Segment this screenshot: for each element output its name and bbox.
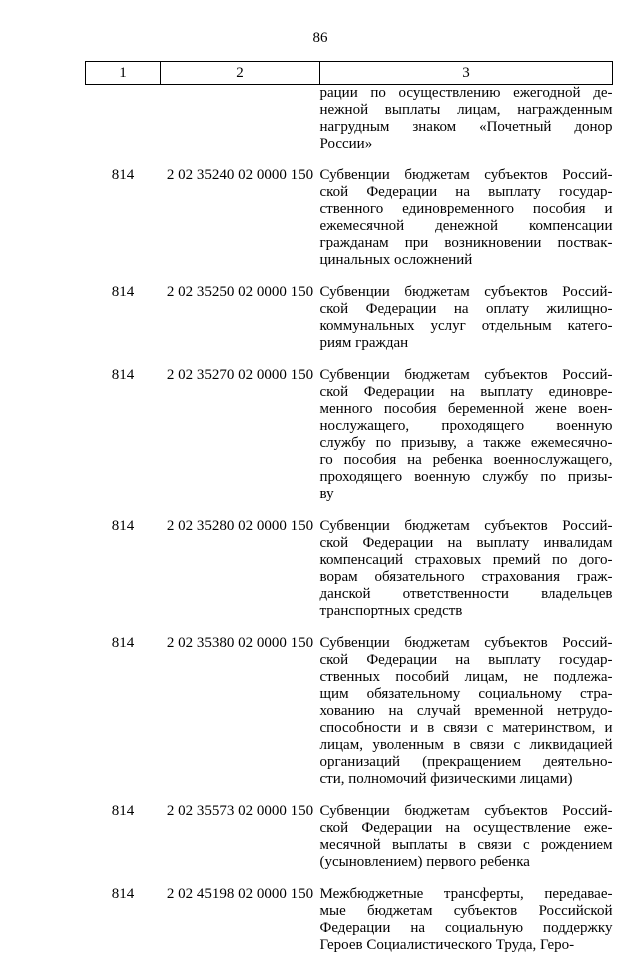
budget-classification-code-cell: 2 02 35240 02 0000 150 <box>161 167 320 284</box>
table-row <box>86 167 613 284</box>
admin-code-cell: 814 <box>86 635 161 803</box>
page-number: 86 <box>0 30 640 47</box>
revenue-name-cell <box>320 803 613 886</box>
revenue-name-line: ской Федерации на осуществление ежe- <box>320 820 613 837</box>
revenue-name-line: нагрудным знаком «Почетный донор <box>320 119 613 136</box>
revenue-name-cell <box>320 284 613 367</box>
revenue-name-line: службу по призыву, а также ежемесячно- <box>320 435 613 452</box>
revenue-name-line: Межбюджетные трансферты, передавае- <box>320 886 613 903</box>
admin-code-cell: 814 <box>86 518 161 635</box>
revenue-name-cell <box>320 518 613 635</box>
revenue-name-line: ской Федерации на выплату инвалидам <box>320 535 613 552</box>
budget-classification-code-cell: 2 02 35250 02 0000 150 <box>161 284 320 367</box>
revenue-name-line: ственных пособий лицам, не подлежа- <box>320 669 613 686</box>
revenue-name-line: данской ответственности владельцев <box>320 586 613 603</box>
revenue-name-line: способности и в связи с материнством, и <box>320 720 613 737</box>
revenue-name-line: проходящего военную службу по призы- <box>320 469 613 486</box>
revenue-name-line: месячной выплаты в связи с рождением <box>320 837 613 854</box>
table-row <box>86 803 613 886</box>
table-row <box>86 635 613 803</box>
revenue-name-line: сти, полномочий физическими лицами) <box>320 771 613 788</box>
revenue-name-line: Героев Социалистического Труда, Геро- <box>320 937 613 954</box>
revenue-name-line: рации по осуществлению ежегодной де- <box>320 85 613 102</box>
revenue-name-line: цинальных осложнений <box>320 252 613 269</box>
table-row <box>86 886 613 954</box>
revenue-name-line: (усыновлением) первого ребенка <box>320 854 613 871</box>
revenue-name-line: щим обязательному социальному стра- <box>320 686 613 703</box>
admin-code-cell: 814 <box>86 803 161 886</box>
revenue-name-line: лицам, уволенным в связи с ликвидацией <box>320 737 613 754</box>
admin-code-cell: 814 <box>86 167 161 284</box>
revenue-name-cell <box>320 167 613 284</box>
revenue-name-cell <box>320 886 613 954</box>
table-row <box>86 284 613 367</box>
revenue-name-line: Субвенции бюджетам субъектов Россий- <box>320 518 613 535</box>
revenue-name-line: ской Федерации на оплату жилищно- <box>320 301 613 318</box>
revenue-name-line: ской Федерации на выплату государ- <box>320 184 613 201</box>
revenue-name-line: риям граждан <box>320 335 613 352</box>
revenue-name-line: России» <box>320 136 613 153</box>
revenue-name-line: коммунальных услуг отдельным катего- <box>320 318 613 335</box>
revenue-name-line: ской Федерации на выплату единовре- <box>320 384 613 401</box>
revenue-name-line: организаций (прекращением деятельно- <box>320 754 613 771</box>
budget-classification-code-cell: 2 02 45198 02 0000 150 <box>161 886 320 954</box>
revenue-name-line: ежемесячной денежной компенсации <box>320 218 613 235</box>
table-row <box>86 367 613 518</box>
revenue-name-line: гражданам при возникновении поствак- <box>320 235 613 252</box>
revenue-name-line: ской Федерации на выплату государ- <box>320 652 613 669</box>
header-col-3: 3 <box>320 62 613 85</box>
admin-code-cell: 814 <box>86 886 161 954</box>
revenue-name-line: Федерации на социальную поддержку <box>320 920 613 937</box>
revenue-name-line: го пособия на ребенка военнослужащего, <box>320 452 613 469</box>
header-row <box>86 62 613 85</box>
revenue-name-line: хованию на случай временной нетрудо- <box>320 703 613 720</box>
revenue-name-line: ственного единовременного пособия и <box>320 201 613 218</box>
table-row <box>86 85 613 168</box>
revenue-name-line: Субвенции бюджетам субъектов Россий- <box>320 635 613 652</box>
revenue-name-line: нежной выплаты лицам, награжденным <box>320 102 613 119</box>
revenue-name-line: ворам обязательного страхования граж- <box>320 569 613 586</box>
revenue-name-line: Субвенции бюджетам субъектов Россий- <box>320 367 613 384</box>
revenue-name-line: компенсаций страховых премий по дого- <box>320 552 613 569</box>
revenue-name-cell <box>320 635 613 803</box>
admin-code-cell: 814 <box>86 284 161 367</box>
budget-classification-code-cell: 2 02 35270 02 0000 150 <box>161 367 320 518</box>
budget-classification-code-cell: 2 02 35380 02 0000 150 <box>161 635 320 803</box>
budget-classification-code-cell: 2 02 35573 02 0000 150 <box>161 803 320 886</box>
budget-classification-code-cell: 2 02 35280 02 0000 150 <box>161 518 320 635</box>
revenue-name-line: ву <box>320 486 613 503</box>
header-col-1: 1 <box>86 62 161 85</box>
budget-classification-code-cell <box>161 85 320 168</box>
admin-code-cell: 814 <box>86 367 161 518</box>
revenue-name-line: менного пособия беременной жене воен- <box>320 401 613 418</box>
revenue-name-cell <box>320 85 613 168</box>
revenue-name-line: Субвенции бюджетам субъектов Россий- <box>320 284 613 301</box>
table-body <box>86 85 613 954</box>
revenue-name-line: нослужащего, проходящего военную <box>320 418 613 435</box>
revenue-name-line: мые бюджетам субъектов Российской <box>320 903 613 920</box>
revenue-name-cell <box>320 367 613 518</box>
budget-revenue-table <box>85 61 613 954</box>
header-col-2: 2 <box>161 62 320 85</box>
table-row <box>86 518 613 635</box>
revenue-name-line: Субвенции бюджетам субъектов Россий- <box>320 167 613 184</box>
revenue-name-line: Субвенции бюджетам субъектов Россий- <box>320 803 613 820</box>
revenue-name-line: транспортных средств <box>320 603 613 620</box>
admin-code-cell <box>86 85 161 168</box>
